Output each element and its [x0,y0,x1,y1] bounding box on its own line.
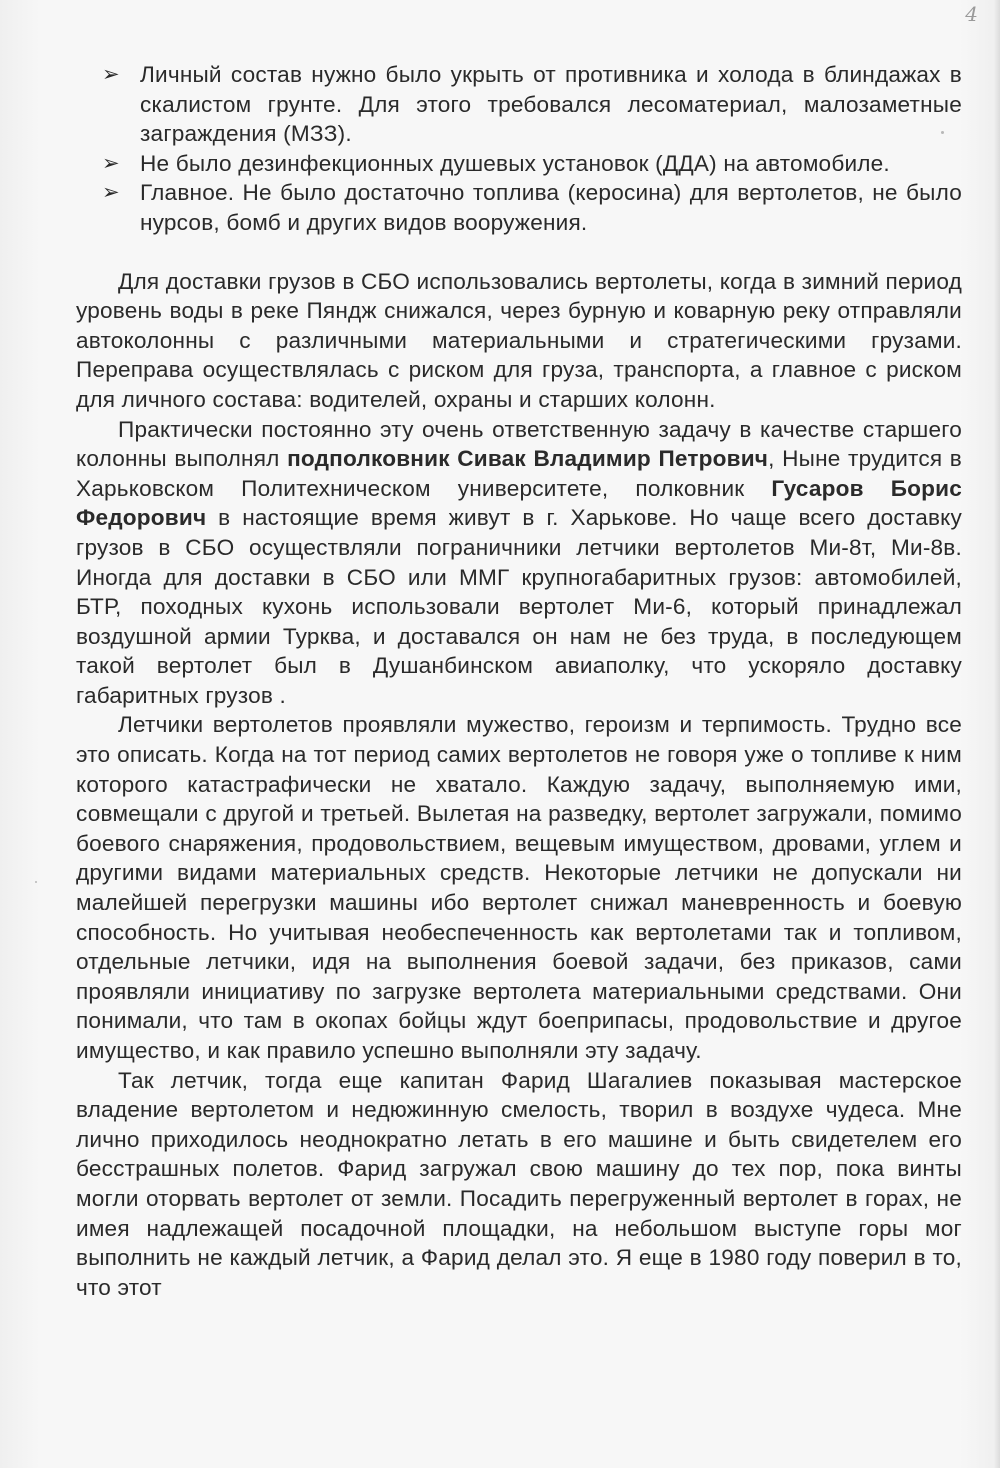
paragraph-helicopter-pilots: Летчики вертолетов проявляли мужество, героизм и терпимость. Трудно все это описать. Когда на тот период самих вертолетов не говоря уже о топливе к ним которого катастрафически не хватало. Каждую задачу, выполняемую ими, совмещали с другой и третьей. Вылетая на разведку, вертолет загружали, помимо боевого снаряжения, продовольствием, вещевым имуществом, дровами, углем и другими видами материальных средств. Некоторые летчики не допускали ни малейшей перегрузки машины ибо вертолет снижал маневренность и боевую способность. Но учитывая необеспеченность как вертолетами так и топливом, отдельные летчики, идя на выполнения боевой задачи, без приказов, сами проявляли инициативу по загрузке вертолета материальными средствами. Они понимали, что там в окопах бойцы ждут боеприпасы, продовольствие и другое имущество, и как правило успешно выполняли эту задачу. [76,712,962,1063]
person-name-sivak: подполковник Сивак Владимир Петрович [287,446,769,472]
bullet-item [102,60,962,149]
paragraph-cargo-delivery: Для доставки грузов в СБО использовались вертолеты, когда в зимний период уровень воды в реке Пяндж снижался, через бурную и коварную реку отправляли автоколонны с различными материальными и стратегическими грузами. Переправа осуществлялась с риском для груза, транспорта, а главное с риском для личного состава: водителей, охраны и старших колонн. [76,268,962,412]
person-name-gusarov: Гусаров Борис Федорович [76,475,962,531]
paragraph-text: , Ныне трудится в Харьковском Политехническом университете, полковник [76,446,963,501]
page-number-mark: 4 [965,2,978,26]
bullet-text: Личный состав нужно было укрыть от противника и холода в блиндажах в скалистом грунте. Для этого требовался лесоматериал, малозаметные заграждения (МЗЗ). [140,62,962,147]
arrow-bullet-icon: ➢ [102,63,120,86]
bullet-item [102,178,962,237]
scan-edge-shadow [994,0,1000,1468]
scan-speck [35,881,37,883]
paragraph-text: Практически постоянно эту очень ответственную задачу в качестве старшего колонны выполнял [76,416,962,472]
paragraph-farid-shagaliev: Так летчик, тогда еще капитан Фарид Шагалиев показывая мастерское владение вертолетом и недюжинную смелость, творил в воздухе чудеса. Мне лично приходилось неоднократно летать в его машине и быть свидетелем его бесстрашных полетов. Фарид загружал свою машину до тех пор, пока винты могли оторвать вертолет от земли. Посадить перегруженный вертолет в горах, не имея надлежащей посадочной площадки, на небольшом выступе горы мог выполнить не каждый летчик, а Фарид делал это. Я еще в 1980 году поверил в то, что этот [76,1067,962,1300]
paragraph-text: в настоящие время живут в г. Харькове. Но чаще всего доставку грузов в СБО осуществляли пограничники летчики вертолетов Ми-8т, Ми-8в. Иногда для доставки в СБО или ММГ крупногабаритных грузов: автомобилей, БТР, походных кухонь использовали вертолет Ми-6, который принадлежал воздушной армии Турква, и доставался он нам не без труда, в последующем такой вертолет был в Душанбинском авиаполку, что ускоряло доставку габаритных грузов . [76,505,962,708]
bullet-list [76,60,962,238]
bullet-text: Не было дезинфекционных душевых установок (ДДА) на автомобиле. [140,150,890,176]
arrow-bullet-icon: ➢ [102,151,120,175]
paragraph-column-commanders [76,415,962,711]
document-body [76,60,962,1302]
bullet-text: Главное. Не было достаточно топлива (керосина) для вертолетов, не было нурсов, бомб и других видов вооружения. [140,180,962,235]
bullet-item [102,149,962,179]
arrow-bullet-icon: ➢ [102,181,120,205]
